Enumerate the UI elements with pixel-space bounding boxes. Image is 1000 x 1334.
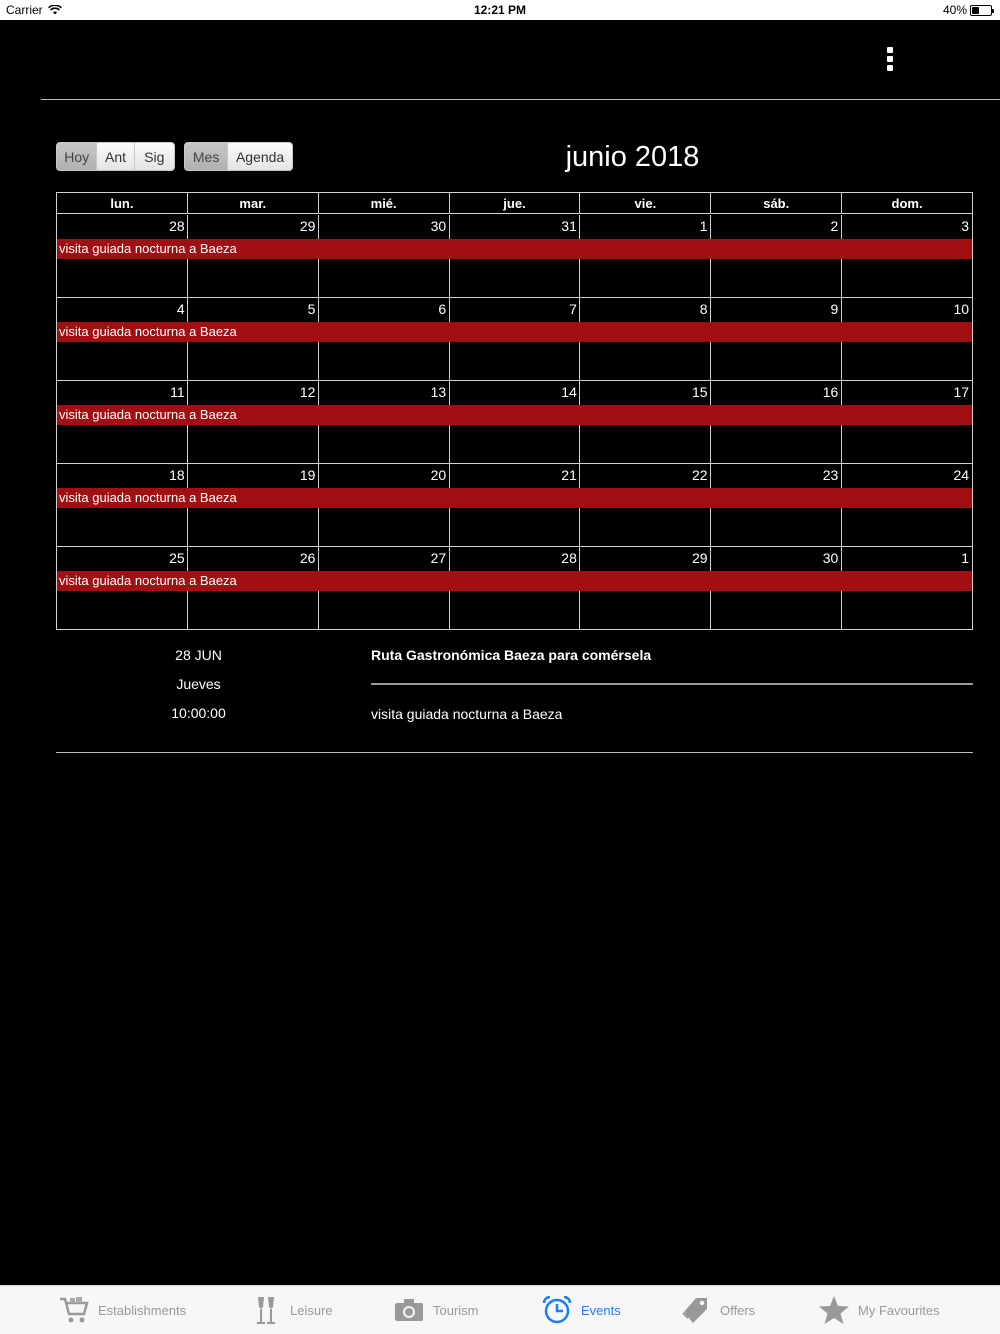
clock: 12:21 PM xyxy=(473,3,527,17)
calendar-day[interactable]: 7 xyxy=(569,301,577,317)
next-button[interactable]: Sig xyxy=(144,148,165,165)
battery-fill xyxy=(972,7,979,14)
calendar-day[interactable]: 26 xyxy=(299,550,316,566)
calendar-day[interactable]: 6 xyxy=(438,301,447,317)
calendar-day[interactable]: 30 xyxy=(430,218,447,234)
camera-icon xyxy=(393,1294,425,1326)
calendar-day[interactable]: 3 xyxy=(961,218,970,234)
weekday-label: dom. xyxy=(891,196,923,211)
previous-button[interactable]: Ant xyxy=(97,143,134,170)
alarm-clock-icon xyxy=(541,1294,573,1326)
battery-icon xyxy=(970,5,992,16)
event-bar[interactable]: visita guiada nocturna a Baeza xyxy=(57,571,972,591)
tab-label: My Favourites xyxy=(858,1302,940,1318)
tab-tourism[interactable] xyxy=(393,1294,479,1326)
detail-bottom-divider xyxy=(56,752,973,753)
calendar-day[interactable]: 2 xyxy=(830,218,839,234)
event-bar[interactable]: visita guiada nocturna a Baeza xyxy=(57,405,972,425)
calendar-day[interactable]: 4 xyxy=(176,301,185,317)
calendar-day[interactable]: 12 xyxy=(299,384,316,400)
more-options-icon[interactable] xyxy=(880,44,900,74)
calendar-day[interactable]: 20 xyxy=(430,467,447,483)
wine-glasses-icon xyxy=(250,1294,282,1326)
weekday-label: jue. xyxy=(450,193,581,213)
detail-divider xyxy=(371,683,973,685)
battery-group xyxy=(943,3,992,17)
calendar-day[interactable]: 15 xyxy=(692,384,708,400)
agenda-view-button[interactable]: Agenda xyxy=(235,148,285,165)
tab-events[interactable] xyxy=(541,1294,621,1326)
tab-label: Events xyxy=(581,1302,621,1318)
calendar-week xyxy=(57,547,972,630)
tab-offers[interactable] xyxy=(680,1294,755,1326)
calendar-day[interactable]: 24 xyxy=(953,467,970,483)
tab-label: Establishments xyxy=(98,1302,187,1318)
month-calendar xyxy=(56,192,973,630)
weekday-header xyxy=(57,193,972,214)
battery-percent: 40% xyxy=(942,3,967,17)
header-divider xyxy=(41,99,1000,100)
calendar-day[interactable]: 9 xyxy=(830,301,839,317)
view-button-group xyxy=(184,142,293,171)
calendar-day[interactable]: 30 xyxy=(822,550,839,566)
event-bar[interactable]: visita guiada nocturna a Baeza xyxy=(57,322,972,342)
star-icon xyxy=(818,1294,850,1326)
calendar-day[interactable]: 5 xyxy=(307,301,316,317)
calendar-day[interactable]: 19 xyxy=(299,467,316,483)
calendar-day[interactable]: 11 xyxy=(170,384,185,400)
calendar-day[interactable]: 22 xyxy=(692,467,708,483)
calendar-day[interactable]: 13 xyxy=(430,384,447,400)
tab-favourites[interactable] xyxy=(818,1294,940,1326)
calendar-day[interactable]: 23 xyxy=(822,467,839,483)
tab-bar xyxy=(0,1285,1000,1334)
detail-event-link[interactable]: visita guiada nocturna a Baeza xyxy=(371,706,563,722)
calendar-day[interactable]: 14 xyxy=(561,384,577,400)
weekday-label: mié. xyxy=(319,193,450,213)
weekday-label: vie. xyxy=(580,193,711,213)
calendar-day[interactable]: 27 xyxy=(430,550,447,566)
calendar-week xyxy=(57,381,972,464)
tab-label: Leisure xyxy=(290,1302,333,1318)
today-button[interactable]: Hoy xyxy=(57,143,97,170)
detail-date: 28 JUN xyxy=(175,647,222,663)
shopping-cart-icon xyxy=(58,1294,90,1326)
calendar-day[interactable]: 29 xyxy=(299,218,316,234)
detail-title: Ruta Gastronómica Baeza para comérsela xyxy=(371,647,652,663)
event-bar[interactable]: visita guiada nocturna a Baeza xyxy=(57,239,972,259)
weekday-label: mar. xyxy=(188,193,319,213)
tab-label: Offers xyxy=(720,1302,756,1318)
calendar-day[interactable]: 1 xyxy=(961,550,970,566)
calendar-week xyxy=(57,464,972,547)
calendar-day[interactable]: 1 xyxy=(699,218,708,234)
detail-time: 10:00:00 xyxy=(171,705,226,721)
calendar-day[interactable]: 17 xyxy=(953,384,970,400)
tab-leisure[interactable] xyxy=(250,1294,333,1326)
nav-button-group xyxy=(56,142,175,171)
calendar-day[interactable]: 10 xyxy=(953,301,970,317)
tab-label: Tourism xyxy=(433,1302,479,1318)
carrier-label: Carrier xyxy=(6,3,43,17)
calendar-day[interactable]: 29 xyxy=(692,550,708,566)
calendar-day[interactable]: 31 xyxy=(561,218,577,234)
detail-weekday: Jueves xyxy=(176,676,221,692)
calendar-day[interactable]: 18 xyxy=(169,467,185,483)
calendar-day[interactable]: 8 xyxy=(699,301,708,317)
event-bar[interactable]: visita guiada nocturna a Baeza xyxy=(57,488,972,508)
calendar-day[interactable]: 28 xyxy=(169,218,185,234)
weekday-label: sáb. xyxy=(711,193,842,213)
price-tag-icon xyxy=(680,1294,712,1326)
calendar-title: junio 2018 xyxy=(565,141,700,173)
calendar-week xyxy=(57,215,972,298)
calendar-day[interactable]: 21 xyxy=(561,467,577,483)
calendar-week xyxy=(57,298,972,381)
calendar-day[interactable]: 25 xyxy=(169,550,185,566)
calendar-day[interactable]: 16 xyxy=(822,384,839,400)
calendar-day-today[interactable]: 28 xyxy=(561,550,577,566)
weekday-label: lun. xyxy=(57,193,188,213)
month-view-button[interactable]: Mes xyxy=(185,143,228,170)
tab-establishments[interactable] xyxy=(58,1294,186,1326)
status-bar xyxy=(0,0,1000,20)
